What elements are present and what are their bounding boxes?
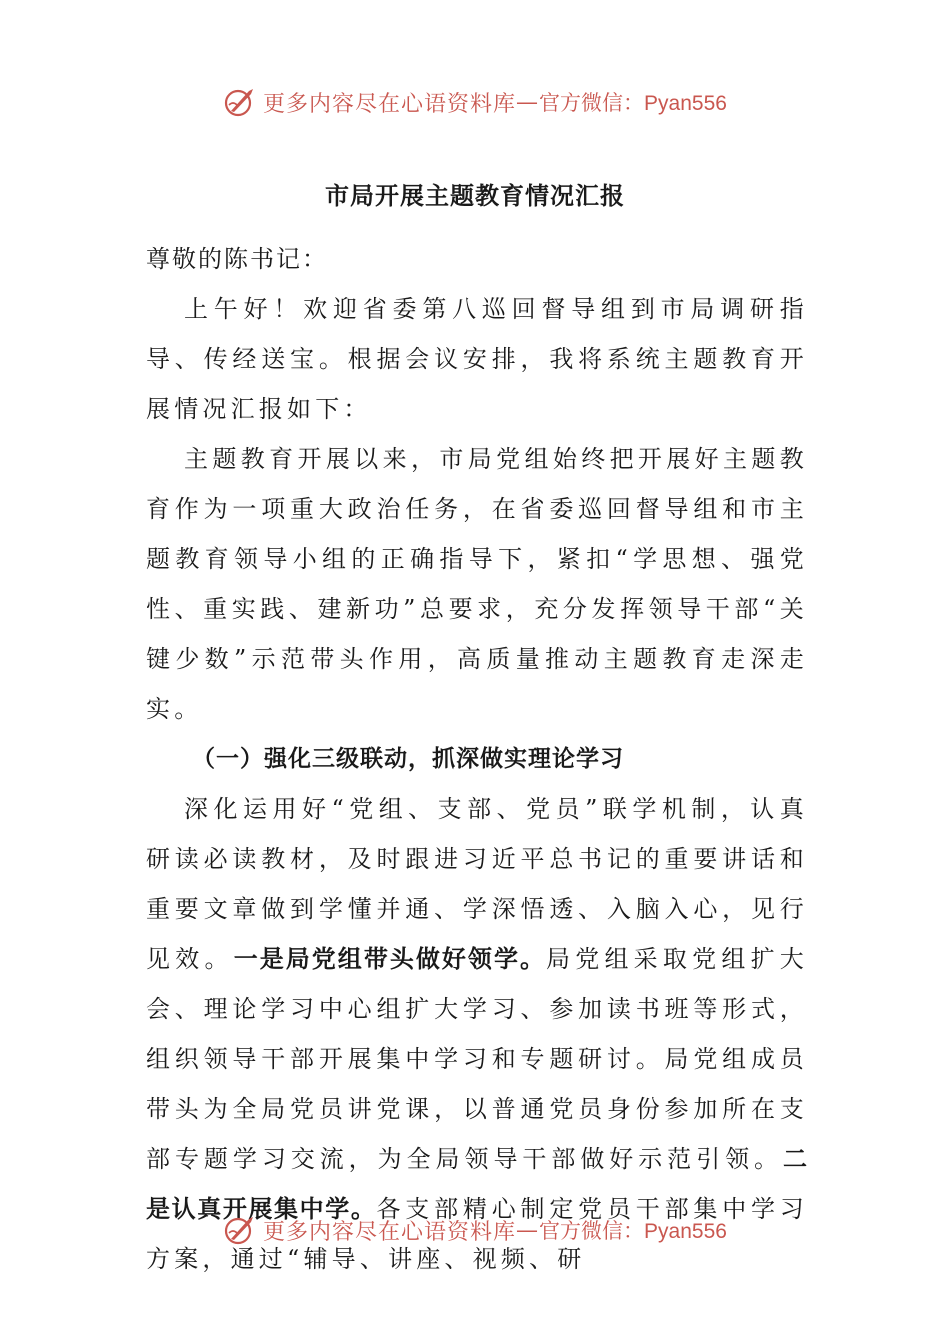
document-title: 市局开展主题教育情况汇报: [325, 182, 625, 210]
paragraph-text: 深化运用好“党组、支部、党员”联学机制，认真研读必读教材，及时跟进习近平总书记的重要讲话和重要文章做到学懂并通、学深悟透、入脑入心，见行见效。: [146, 795, 808, 973]
section-heading-1: （一）强化三级联动，抓深做实理论学习: [192, 746, 624, 772]
watermark-brand-text: 更多内容尽在心语资料库: [263, 1219, 517, 1245]
document-body: [146, 234, 808, 1284]
paragraph-theory-study: [146, 784, 808, 1284]
quill-logo-icon: [223, 1213, 257, 1247]
quill-logo-icon: [223, 85, 257, 119]
watermark-banner-bottom: [0, 1210, 950, 1250]
paragraph-text: 各支部精心制定党员干部集中学习方案，通过“辅导、讲座、视频、研: [146, 1195, 809, 1273]
watermark-dash: —: [516, 89, 540, 115]
paragraph-greeting: 上午好！欢迎省委第八巡回督导组到市局调研指导、传经送宝。根据会议安排，我将系统主题教育开展情况汇报如下：: [146, 295, 808, 423]
watermark-wechat-text: 官方微信：Pyan556: [539, 1220, 727, 1243]
bold-point-1: 一是局党组带头做好领学。: [233, 945, 546, 973]
watermark-brand-text: 更多内容尽在心语资料库: [263, 91, 517, 117]
paragraph-text: 局党组采取党组扩大会、理论学习中心组扩大学习、参加读书班等形式，组织领导干部开展集中学习和专题研讨。局党组成员带头为全局党员讲党课，以普通党员身份参加所在支部专题学习交流，为全局领导干部做好示范引领。: [146, 945, 809, 1173]
watermark-banner-top: [0, 82, 950, 122]
watermark-dash: —: [516, 1217, 540, 1243]
bold-point-2: 二是认真开展集中学。: [146, 1145, 808, 1223]
salutation: 尊敬的陈书记：: [146, 245, 328, 273]
watermark-wechat-text: 官方微信：Pyan556: [539, 92, 727, 115]
paragraph-overview: 主题教育开展以来，市局党组始终把开展好主题教育作为一项重大政治任务，在省委巡回督导组和市主题教育领导小组的正确指导下，紧扣“学思想、强党性、重实践、建新功”总要求，充分发挥领导干部“关键少数”示范带头作用，高质量推动主题教育走深走实。: [146, 445, 808, 723]
